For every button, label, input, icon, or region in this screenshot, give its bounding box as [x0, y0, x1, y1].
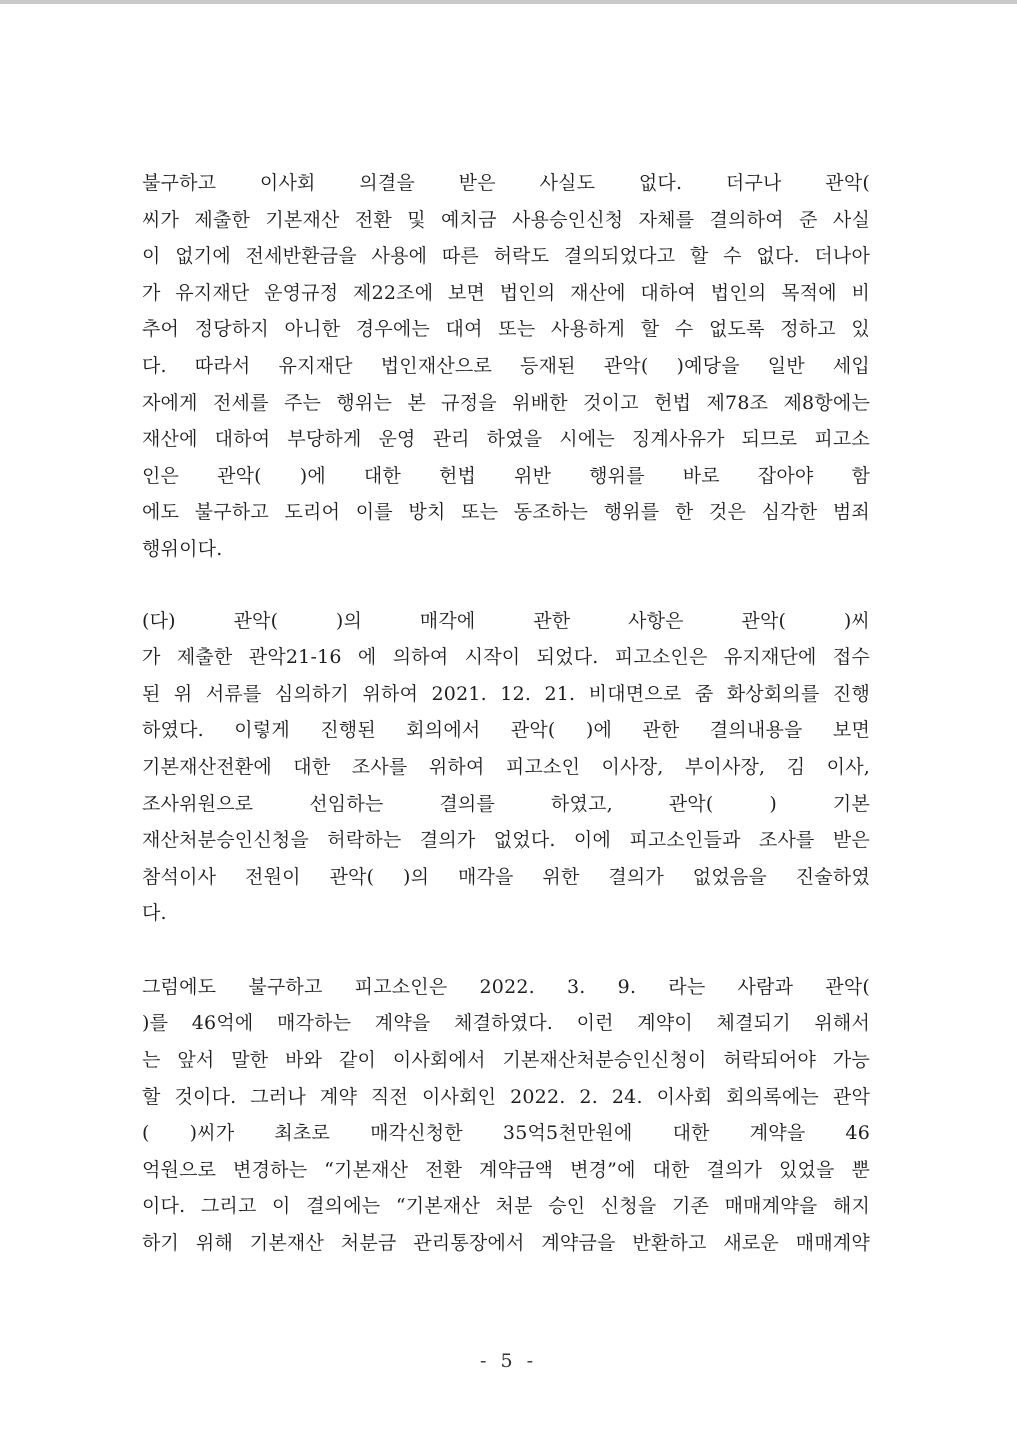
document-body — [142, 165, 870, 1262]
text-line: 하기 위해 기본재산 처분금 관리통장에서 계약금을 반환하고 새로운 매매계약 — [142, 1232, 870, 1255]
page-top-border — [0, 0, 1017, 4]
text-line: 가 제출한 관악21-16 에 의하여 시작이 되었다. 피고소인은 유지재단에 접수 — [142, 646, 870, 669]
text-line: 하였다. 이렇게 진행된 회의에서 관악( )에 관한 결의내용을 보면 — [142, 719, 870, 742]
text-line: 재산처분승인신청을 허락하는 결의가 없었다. 이에 피고소인들과 조사를 받은 — [142, 829, 870, 852]
paragraph-3 — [142, 969, 870, 1262]
text-line: 는 앞서 말한 바와 같이 이사회에서 기본재산처분승인신청이 허락되어야 가능 — [142, 1049, 870, 1072]
text-line: )를 46억에 매각하는 계약을 체결하였다. 이런 계약이 체결되기 위해서 — [142, 1012, 870, 1035]
text-line: 억원으로 변경하는 “기본재산 전환 계약금액 변경”에 대한 결의가 있었을 뿐 — [142, 1158, 870, 1181]
text-line: 다. — [142, 902, 167, 925]
text-line: 에도 불구하고 도리어 이를 방치 또는 동조하는 행위를 한 것은 심각한 범죄 — [142, 501, 870, 524]
text-line: 다. 따라서 유지재단 법인재산으로 등재된 관악( )예당을 일반 세입 — [142, 354, 870, 377]
text-line: 그럼에도 불구하고 피고소인은 2022. 3. 9. 라는 사람과 관악( — [142, 975, 870, 998]
paragraph-2 — [142, 603, 870, 932]
text-line: 자에게 전세를 주는 행위는 본 규정을 위배한 것이고 헌법 제78조 제8항에는 — [142, 391, 870, 414]
text-line: ( )씨가 최초로 매각신청한 35억5천만원에 대한 계약을 46 — [142, 1122, 870, 1145]
paragraph-1 — [142, 165, 870, 568]
text-line: 이 없기에 전세반환금을 사용에 따른 허락도 결의되었다고 할 수 없다. 더나아 — [142, 245, 870, 268]
text-line: 참석이사 전원이 관악( )의 매각을 위한 결의가 없었음을 진술하였 — [142, 865, 870, 888]
text-line: 인은 관악( )에 대한 헌법 위반 행위를 바로 잡아야 함 — [142, 464, 870, 487]
text-line: 된 위 서류를 심의하기 위하여 2021. 12. 21. 비대면으로 줌 화상회의를 진행 — [142, 682, 870, 705]
text-line: 불구하고 이사회 의결을 받은 사실도 없다. 더구나 관악( — [142, 172, 870, 194]
text-line: 할 것이다. 그러나 계약 직전 이사회인 2022. 2. 24. 이사회 회의록에는 관악 — [142, 1085, 870, 1108]
text-line: 조사위원으로 선임하는 결의를 하였고, 관악( ) 기본 — [142, 792, 870, 815]
text-line: 이다. 그리고 이 결의에는 “기본재산 처분 승인 신청을 기존 매매계약을 해지 — [142, 1195, 870, 1218]
text-line: 기본재산전환에 대한 조사를 위하여 피고소인 이사장, 부이사장, 김 이사, — [142, 755, 870, 778]
text-line: 씨가 제출한 기본재산 전환 및 예치금 사용승인신청 자체를 결의하여 준 사실 — [142, 208, 870, 231]
text-line: 가 유지재단 운영규정 제22조에 보면 법인의 재산에 대하여 법인의 목적에 비 — [142, 281, 870, 304]
page-number: - 5 - — [479, 1350, 537, 1372]
text-line: 재산에 대하여 부당하게 운영 관리 하였을 시에는 징계사유가 되므로 피고소 — [142, 428, 870, 451]
text-line: 행위이다. — [142, 537, 223, 560]
text-line: (다) 관악( )의 매각에 관한 사항은 관악( )씨 — [142, 609, 870, 632]
text-line: 추어 정당하지 아니한 경우에는 대여 또는 사용하게 할 수 없도록 정하고 있 — [142, 318, 870, 341]
